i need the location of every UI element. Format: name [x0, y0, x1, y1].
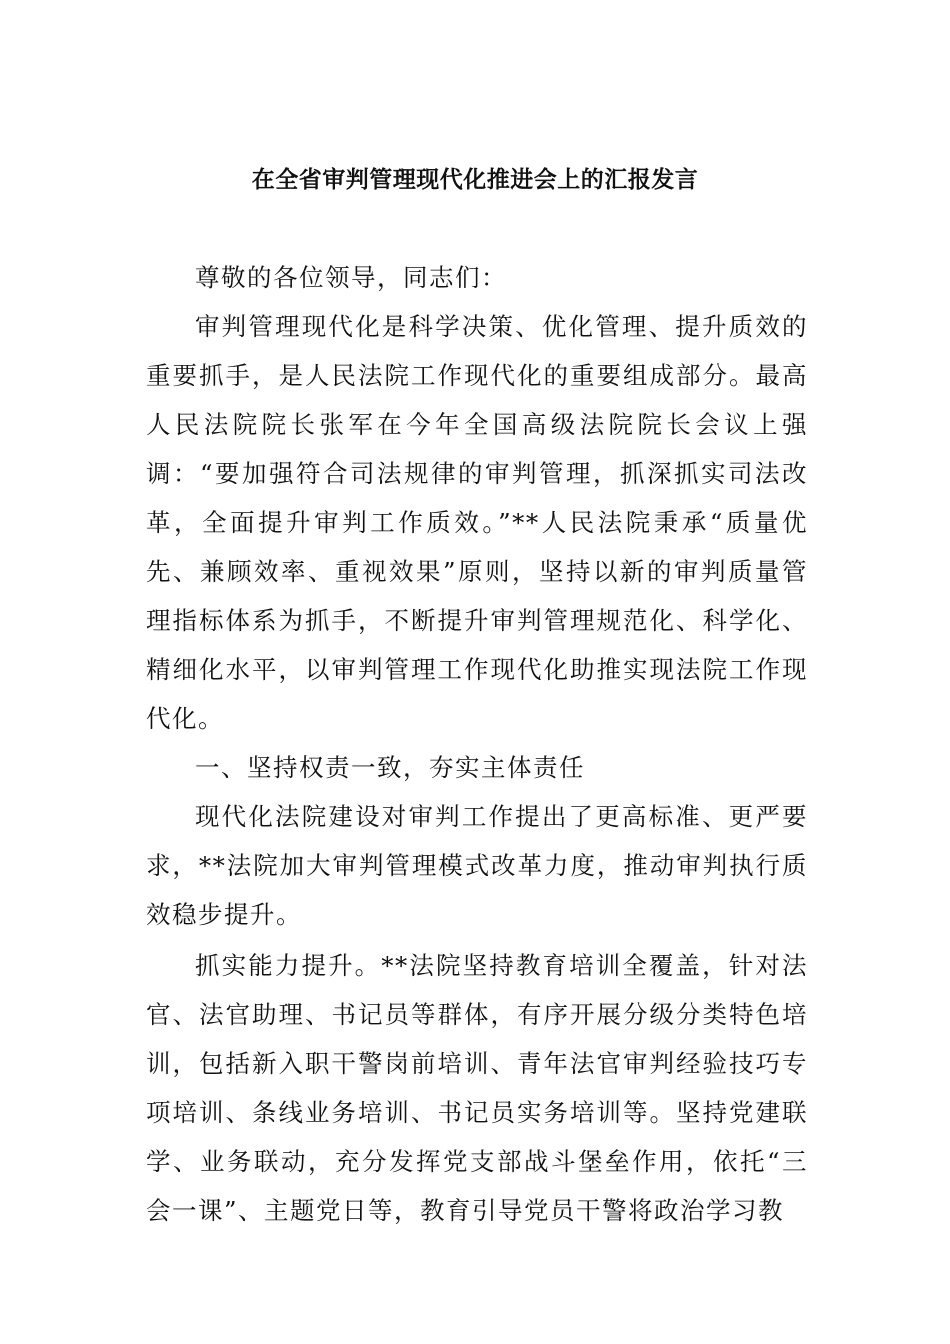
paragraph-capability: 抓实能力提升。**法院坚持教育培训全覆盖，针对法官、法官助理、书记员等群体，有序开展分级分类特色培训，包括新入职干警岗前培训、青年法官审判经验技巧专项培训、条线业务培训、书记员实务培训等。坚持党建联学、业务联动，充分发挥党支部战斗堡垒作用，依托“三会一课”、主题党日等，教育引导党员干警将政治学习教 — [146, 951, 808, 1225]
document-body — [146, 253, 808, 1235]
salutation: 尊敬的各位领导，同志们： — [195, 263, 507, 292]
section-heading-1: 一、坚持权责一致，夯实主体责任 — [195, 753, 585, 782]
paragraph-intro: 审判管理现代化是科学决策、优化管理、提升质效的重要抓手，是人民法院工作现代化的重要组成部分。最高人民法院院长张军在今年全国高级法院院长会议上强调：“要加强符合司法规律的审判管理，抓深抓实司法改革，全面提升审判工作质效。”**人民法院秉承“质量优先、兼顾效率、重视效果”原则，坚持以新的审判质量管理指标体系为抓手，不断提升审判管理规范化、科学化、精细化水平，以审判管理工作现代化助推实现法院工作现代化。 — [146, 312, 808, 733]
paragraph-section-1-intro: 现代化法院建设对审判工作提出了更高标准、更严要求，**法院加大审判管理模式改革力度，推动审判执行质效稳步提升。 — [146, 802, 808, 929]
document-title: 在全省审判管理现代化推进会上的汇报发言 — [251, 167, 699, 193]
